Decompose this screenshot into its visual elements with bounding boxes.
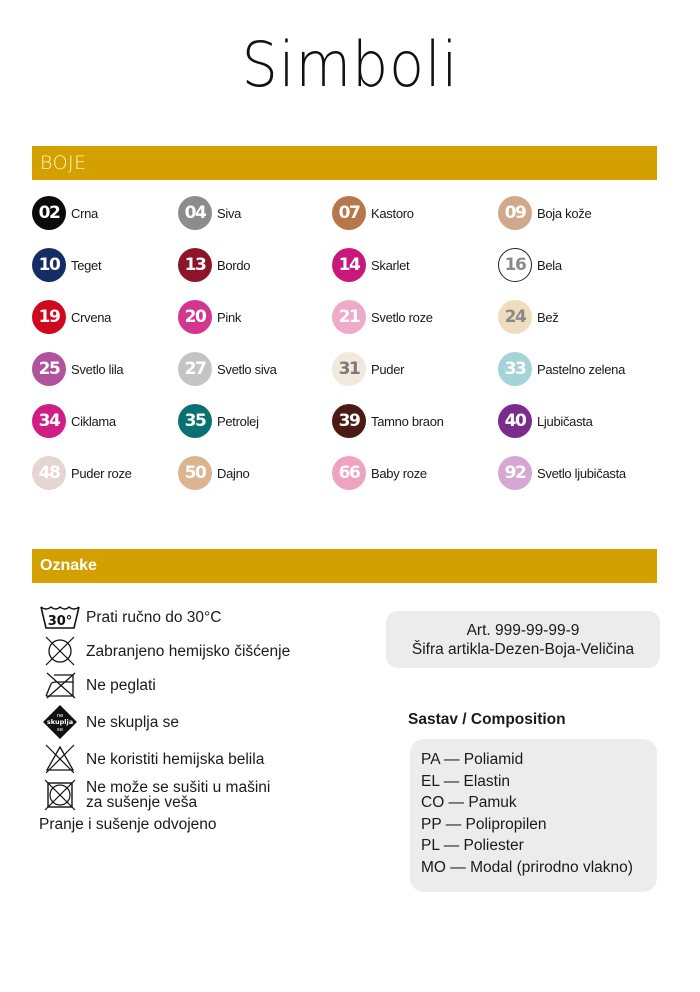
color-swatch-icon: 13 — [178, 248, 212, 282]
care-label: Ne peglati — [86, 676, 156, 694]
color-swatch-icon: 20 — [178, 300, 212, 334]
color-name: Svetlo ljubičasta — [537, 465, 626, 481]
color-swatch-icon: 48 — [32, 456, 66, 490]
color-item-66 — [332, 455, 427, 491]
color-item-34 — [32, 403, 116, 439]
color-item-16 — [498, 247, 562, 283]
care-label-line2: za sušenje veša — [86, 794, 198, 811]
color-swatch-icon: 09 — [498, 196, 532, 230]
color-item-07 — [332, 195, 414, 231]
color-name: Dajno — [217, 465, 250, 481]
color-item-09 — [498, 195, 591, 231]
color-item-20 — [178, 299, 241, 335]
section-title-oznake: Oznake — [40, 557, 97, 574]
color-swatch-icon: 19 — [32, 300, 66, 334]
svg-text:se: se — [56, 727, 64, 733]
care-item-wash-30 — [38, 600, 358, 634]
color-name: Puder — [371, 361, 405, 377]
color-swatch-icon: 34 — [32, 404, 66, 438]
composition-item: PL — Poliester — [421, 837, 524, 854]
color-name: Svetlo siva — [217, 361, 277, 377]
color-swatch-icon: 33 — [498, 352, 532, 386]
care-item-no-shrink — [38, 702, 358, 742]
color-swatch-icon: 50 — [178, 456, 212, 490]
color-name: Pink — [217, 309, 242, 325]
color-swatch-icon: 92 — [498, 456, 532, 490]
color-swatch-icon: 40 — [498, 404, 532, 438]
color-swatch-icon: 39 — [332, 404, 366, 438]
color-name: Tamno braon — [371, 413, 444, 429]
color-swatch-icon: 02 — [32, 196, 66, 230]
color-item-02 — [32, 195, 98, 231]
care-label: Ne skuplja se — [86, 713, 180, 731]
color-item-19 — [32, 299, 111, 335]
color-name: Pastelno zelena — [537, 361, 626, 377]
color-name: Svetlo roze — [371, 309, 433, 325]
color-swatch-icon: 07 — [332, 196, 366, 230]
color-swatch-icon: 16 — [498, 248, 532, 282]
color-name: Kastoro — [371, 205, 414, 221]
color-item-27 — [178, 351, 277, 387]
color-item-24 — [498, 299, 559, 335]
care-item-no-dry-clean — [38, 634, 358, 668]
color-item-48 — [32, 455, 132, 491]
color-name: Bež — [537, 309, 559, 325]
care-label: Ne koristiti hemijska belila — [86, 750, 265, 768]
color-name: Bela — [537, 257, 562, 273]
article-code: Art. 999-99-99-9 — [466, 622, 580, 639]
color-name: Boja kože — [537, 205, 592, 221]
color-item-31 — [332, 351, 404, 387]
care-label: Zabranjeno hemijsko čišćenje — [86, 642, 291, 660]
section-title-boje: BOJE — [40, 152, 87, 174]
color-name: Teget — [71, 257, 102, 273]
svg-text:skuplja: skuplja — [46, 718, 74, 726]
color-name: Siva — [217, 205, 242, 221]
color-name: Ljubičasta — [537, 413, 593, 429]
color-name: Crvena — [71, 309, 112, 325]
care-symbols-list — [38, 600, 358, 834]
section-header-boje — [32, 146, 657, 180]
care-item-no-tumble-dry — [38, 776, 358, 814]
composition-item: MO — Modal (prirodno vlakno) — [421, 858, 633, 876]
care-item-no-iron — [38, 668, 358, 702]
color-name: Crna — [71, 205, 98, 221]
article-code-box — [386, 611, 660, 668]
no-iron-icon — [38, 669, 82, 701]
color-swatch-icon: 10 — [32, 248, 66, 282]
no-bleach-icon — [38, 743, 82, 775]
color-swatch-icon: 21 — [332, 300, 366, 334]
care-label — [86, 780, 270, 810]
color-name: Petrolej — [217, 413, 259, 429]
composition-item: CO — Pamuk — [421, 794, 517, 811]
color-item-10 — [32, 247, 101, 283]
color-swatch-icon: 14 — [332, 248, 366, 282]
color-item-92 — [498, 455, 626, 491]
composition-item: PP — Polipropilen — [421, 815, 547, 833]
wash-30-icon — [38, 601, 82, 633]
color-name: Svetlo lila — [71, 361, 124, 377]
page-title: Simboli — [241, 28, 459, 101]
color-item-39 — [332, 403, 444, 439]
color-item-35 — [178, 403, 259, 439]
color-item-33 — [498, 351, 625, 387]
color-item-40 — [498, 403, 593, 439]
no-dry-clean-icon — [38, 635, 82, 667]
care-item-no-bleach — [38, 742, 358, 776]
color-swatch-icon: 24 — [498, 300, 532, 334]
no-shrink-icon — [38, 702, 82, 742]
section-header-oznake — [32, 549, 657, 583]
article-code-legend: Šifra artikla-Dezen-Boja-Veličina — [411, 641, 635, 658]
color-name: Ciklama — [71, 413, 116, 429]
color-item-14 — [332, 247, 409, 283]
color-swatch-icon: 04 — [178, 196, 212, 230]
svg-text:ne: ne — [56, 713, 64, 719]
composition-title: Sastav / Composition — [408, 711, 566, 728]
color-name: Skarlet — [371, 257, 410, 273]
composition-item: PA — Poliamid — [421, 751, 524, 768]
color-name: Puder roze — [71, 465, 132, 481]
color-swatch-icon: 25 — [32, 352, 66, 386]
composition-item: EL — Elastin — [421, 772, 511, 790]
care-note: Pranje i sušenje odvojeno — [39, 816, 217, 833]
color-name: Bordo — [217, 257, 251, 273]
svg-text:30°: 30° — [47, 614, 73, 629]
color-swatch-icon: 27 — [178, 352, 212, 386]
color-swatch-icon: 66 — [332, 456, 366, 490]
color-item-21 — [332, 299, 433, 335]
color-swatch-icon: 35 — [178, 404, 212, 438]
color-name: Baby roze — [371, 465, 427, 481]
care-label: Prati ručno do 30°C — [86, 608, 222, 626]
no-tumble-dry-icon — [38, 779, 82, 811]
composition-box — [410, 739, 657, 892]
color-item-04 — [178, 195, 241, 231]
color-item-13 — [178, 247, 250, 283]
color-item-25 — [32, 351, 123, 387]
color-item-50 — [178, 455, 249, 491]
care-label-line1: Ne može se sušiti u mašini — [86, 779, 271, 796]
color-swatch-icon: 31 — [332, 352, 366, 386]
